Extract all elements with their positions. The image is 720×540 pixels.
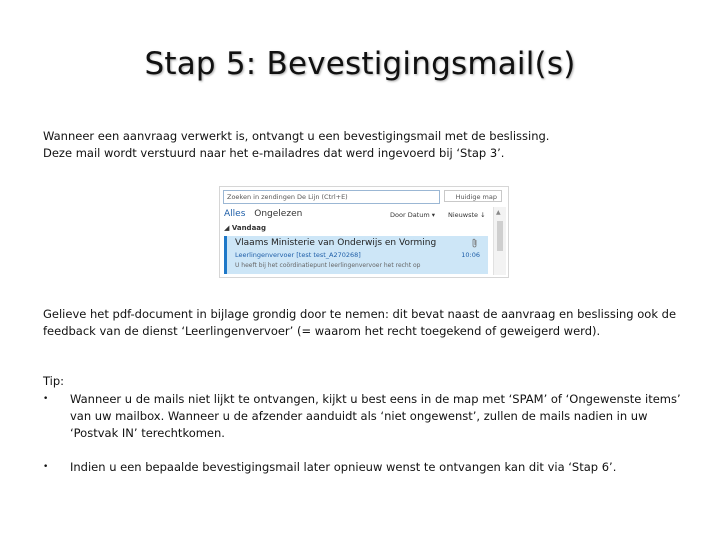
tip-bullet-text: Indien u een bepaalde bevestigingsmail later opnieuw wenst te ontvangen kan dit via ‘Stap 6’.	[70, 460, 617, 474]
mail-scope-dropdown: Huidige map	[444, 190, 502, 202]
intro-text	[43, 128, 683, 162]
slide-title: Stap 5: Bevestigingsmail(s)	[144, 46, 576, 82]
mail-preview: U heeft bij het coördinatiepunt leerlingenvervoer het recht op	[235, 262, 421, 269]
scroll-up-icon: ▲	[496, 209, 501, 216]
mail-order-label: Nieuwste ↓	[448, 211, 486, 219]
tip-label: Tip:	[43, 374, 65, 388]
mail-sort-label: Door Datum ▾	[390, 211, 436, 219]
intro-line-1: Wanneer een aanvraag verwerkt is, ontvangt u een bevestigingsmail met de beslissing.	[43, 129, 550, 143]
mail-screenshot	[219, 186, 509, 278]
tab-all: Alles	[224, 209, 246, 219]
pdf-instruction-text: Gelieve het pdf-document in bijlage grondig door te nemen: dit bevat naast de aanvraag en beslissing ook de feedback van de dienst ‘Leerlingenvervoer’ (= waarom het recht toegekend of geweigerd werd).	[43, 307, 677, 338]
paperclip-icon	[471, 238, 478, 250]
mail-group-header: ◢ Vandaag	[224, 224, 267, 232]
mail-search-input: Zoeken in zendingen De Lijn (Ctrl+E)	[223, 190, 440, 204]
intro-line-2: Deze mail wordt verstuurd naar het e-mailadres dat werd ingevoerd bij ‘Stap 3’.	[43, 146, 505, 160]
mail-scrollbar	[493, 207, 506, 275]
mail-subject: Leerlingenvervoer [test test_A270268]	[235, 251, 361, 259]
bullet-icon: •	[43, 462, 49, 472]
mail-list-item	[224, 236, 488, 274]
tab-unread: Ongelezen	[254, 209, 303, 219]
tip-bullet-text: Wanneer u de mails niet lijkt te ontvangen, kijkt u best eens in de map met ‘SPAM’ of ‘Ongewenste items’ van uw mailbox. Wanneer u de afzender aanduidt als ‘niet ongewenst’, zullen de mails nadien in uw ‘Postvak IN’ terechtkomen.	[70, 392, 681, 440]
bullet-icon: •	[43, 394, 49, 404]
mail-time: 10:06	[461, 251, 480, 259]
mail-sender: Vlaams Ministerie van Onderwijs en Vorming	[235, 238, 437, 248]
scroll-thumb	[497, 221, 503, 251]
mail-filter-tabs	[224, 209, 302, 219]
